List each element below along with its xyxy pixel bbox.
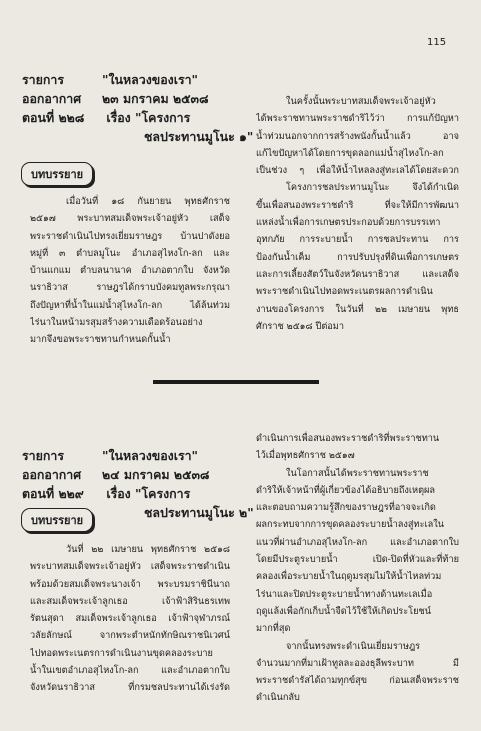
subject-title-line1: "โครงการ (135, 486, 191, 501)
subject-label: เรื่อง (106, 486, 131, 501)
text-line: โดยมีประตูระบายน้ำ เปิด-ปิดที่หัวและที่ท้าย (256, 554, 459, 566)
text-line: เป็นช่วง ๆ เพื่อให้น้ำไหลลงสู่ทะเลได้โดยสะดวก (256, 165, 459, 177)
text-line: แนวที่ผ่านอำเภอสุไหงโก-ลก และอำเภอตากใบ (256, 536, 459, 548)
airdate-value: ๒๔ มกราคม ๒๕๓๘ (102, 467, 210, 482)
airdate-label: ออกอากาศ (22, 91, 82, 106)
text-line: น้ำท่วมนอกจากการสร้างพนังกั้นน้ำแล้ว อาจ (256, 130, 459, 142)
text-line: พระราชดำรัสได้ถามทุกข์สุข ก่อนเสด็จพระราช (256, 675, 459, 687)
airdate-value: ๒๓ มกราคม ๒๕๓๘ (102, 91, 209, 106)
text-line: พระราชดำเนินไปทรงเยี่ยมราษฎร บ้านปาดังยอ (30, 230, 230, 242)
text-line: วันที่ ๒๒ เมษายน พุทธศักราช ๒๕๑๘ (66, 544, 230, 555)
text-line: ไร่นาในหน้ามรสุมสร้างความเดือดร้อนอย่าง (30, 317, 203, 329)
script-label: บทบรรยาย (21, 508, 93, 532)
text-line: งานของโครงการ ในวันที่ ๒๒ เมษายน พุทธ (256, 303, 459, 315)
text-line: มากที่สุด (256, 623, 291, 635)
text-line: มากจึงขอพระราชทานกำหนดกั้นน้ำ (30, 334, 171, 346)
text-line: และตอบถามความรู้สึกของราษฎรที่อาจจะเกิด (256, 502, 436, 514)
text-line: ในครั้งนั้นพระบาทสมเด็จพระเจ้าอยู่หัว (286, 96, 436, 107)
episode-label: ตอนที่ ๒๒๘ (22, 110, 85, 125)
text-line: ไปทอดพระเนตรการดำเนินงานขุดคลองระบาย (30, 647, 213, 659)
subject-title-line1: "โครงการ (135, 110, 191, 125)
top-program-header (22, 70, 253, 146)
text-line: ขึ้นเพื่อสนองพระราชดำริ ที่จะให้มีการพัฒนา (256, 199, 459, 211)
episode-label: ตอนที่ ๒๒๙ (22, 486, 84, 501)
bottom-left-column (30, 541, 230, 697)
text-line: แก้ไขปัญหาได้โดยการขุดลอกแม่น้ำสุไหงโก-ลก (256, 147, 444, 159)
text-line: ได้พระราชทานพระราชดำริไว้ว่า การแก้ปัญหา (256, 113, 459, 125)
text-line: นราธิวาส ราษฎรได้กราบบังคมทูลพระกรุณา (30, 282, 230, 294)
text-line: ๒๕๑๗ พระบาทสมเด็จพระเจ้าอยู่หัว เสด็จ (30, 213, 230, 225)
top-left-column (30, 193, 230, 349)
text-line: ดำริให้เจ้าหน้าที่ผู้เกี่ยวข้องได้อธิบายถึงเหตุผล (256, 484, 436, 496)
text-line: จากนั้นทรงพระดำเนินเยี่ยมราษฎร (286, 640, 421, 652)
text-line: ดำเนินกลับ (256, 692, 300, 704)
page-number: 115 (427, 37, 447, 48)
text-line: ถึงปัญหาที่น้ำในแม่น้ำสุไหงโก-ลก ได้ล้นท่วม (30, 299, 230, 311)
text-line: จังหวัดนราธิวาส ที่กรมชลประทานได้เร่งรัด (30, 682, 230, 694)
text-line: ป้องกันน้ำเค็ม การปรับปรุงที่ดินเพื่อการเกษตร (256, 251, 459, 263)
text-line: รัตนสุดา สมเด็จพระเจ้าลูกเธอ เจ้าฟ้าจุฬาภรณ์ (30, 613, 230, 625)
text-line: ศักราช ๒๕๑๘ ปีต่อมา (256, 320, 345, 332)
text-line: และการเลี้ยงสัตว์ในจังหวัดนราธิวาส และเสด็จ (256, 268, 459, 280)
program-label: รายการ (22, 448, 64, 463)
script-label: บทบรรยาย (21, 162, 93, 186)
subject-title-line2: ชลประทานมูโนะ ๒" (144, 505, 254, 520)
section-divider (153, 380, 319, 384)
text-line: โครงการชลประทานมูโนะ จึงได้กำเนิด (286, 182, 459, 194)
top-right-column (256, 93, 459, 335)
text-line: บ้านแกแม ตำบลนานาค อำเภอตากใบ จังหวัด (30, 265, 230, 277)
program-title: "ในหลวงของเรา" (102, 448, 199, 463)
subject-label: เรื่อง (106, 110, 131, 125)
text-line: คลองเพื่อระบายน้ำในฤดูมรสุมไม่ให้น้ำไหลท่วม (256, 571, 442, 583)
bottom-right-column (256, 430, 459, 707)
program-title: "ในหลวงของเรา" (102, 72, 199, 87)
program-label: รายการ (22, 72, 64, 87)
text-line: พระบาทสมเด็จพระเจ้าอยู่หัว เสด็จพระราชดำเนิน (30, 561, 230, 573)
text-line: พระราชดำเนินไปทอดพระเนตรผลการดำเนิน (256, 286, 433, 298)
text-line: เมื่อวันที่ ๑๘ กันยายน พุทธศักราช (66, 196, 230, 207)
text-line: ฤดูแล้งเพื่อกักเก็บน้ำจืดไว้ใช้ให้เกิดประโยชน์ (256, 605, 431, 617)
text-line: ดำเนินการเพื่อสนองพระราชดำริที่พระราชทาน (256, 433, 440, 444)
text-line: หมู่ที่ ๓ ตำบลมูโนะ อำเภอสุไหงโก-ลก และ (30, 247, 230, 259)
text-line: อุทกภัย การระบายน้ำ การชลประทาน การ (256, 234, 459, 246)
text-line: และสมเด็จพระเจ้าลูกเธอ เจ้าฟ้าสิรินธรเทพ (30, 595, 230, 607)
text-line: ผลกระทบจากการขุดคลองระบายน้ำลงสู่ทะเลใน (256, 519, 445, 531)
text-line: ไว้เมื่อพุทธศักราช ๒๕๑๗ (256, 450, 355, 462)
airdate-label: ออกอากาศ (22, 467, 82, 482)
subject-title-line2: ชลประทานมูโนะ ๑" (144, 129, 254, 144)
text-line: ไร่นาและปิดประตูระบายน้ำทางด้านทะเลเมื่อ (256, 588, 433, 600)
text-line: จำนวนมากที่มาเฝ้าทูลละอองธุลีพระบาท มี (256, 657, 459, 669)
text-line: วลัยลักษณ์ จากพระตำหนักทักษิณราชนิเวศน์ (30, 630, 230, 642)
text-line: พร้อมด้วยสมเด็จพระนางเจ้า พระบรมราชินีนาถ (30, 578, 230, 590)
text-line: น้ำในเขตอำเภอสุไหงโก-ลก และอำเภอตากใบ (30, 665, 230, 677)
text-line: ในโอกาสนั้นได้พระราชทานพระราช (286, 467, 429, 479)
text-line: แหล่งน้ำเพื่อการเกษตรประกอบด้วยการบรรเทา (256, 217, 441, 229)
